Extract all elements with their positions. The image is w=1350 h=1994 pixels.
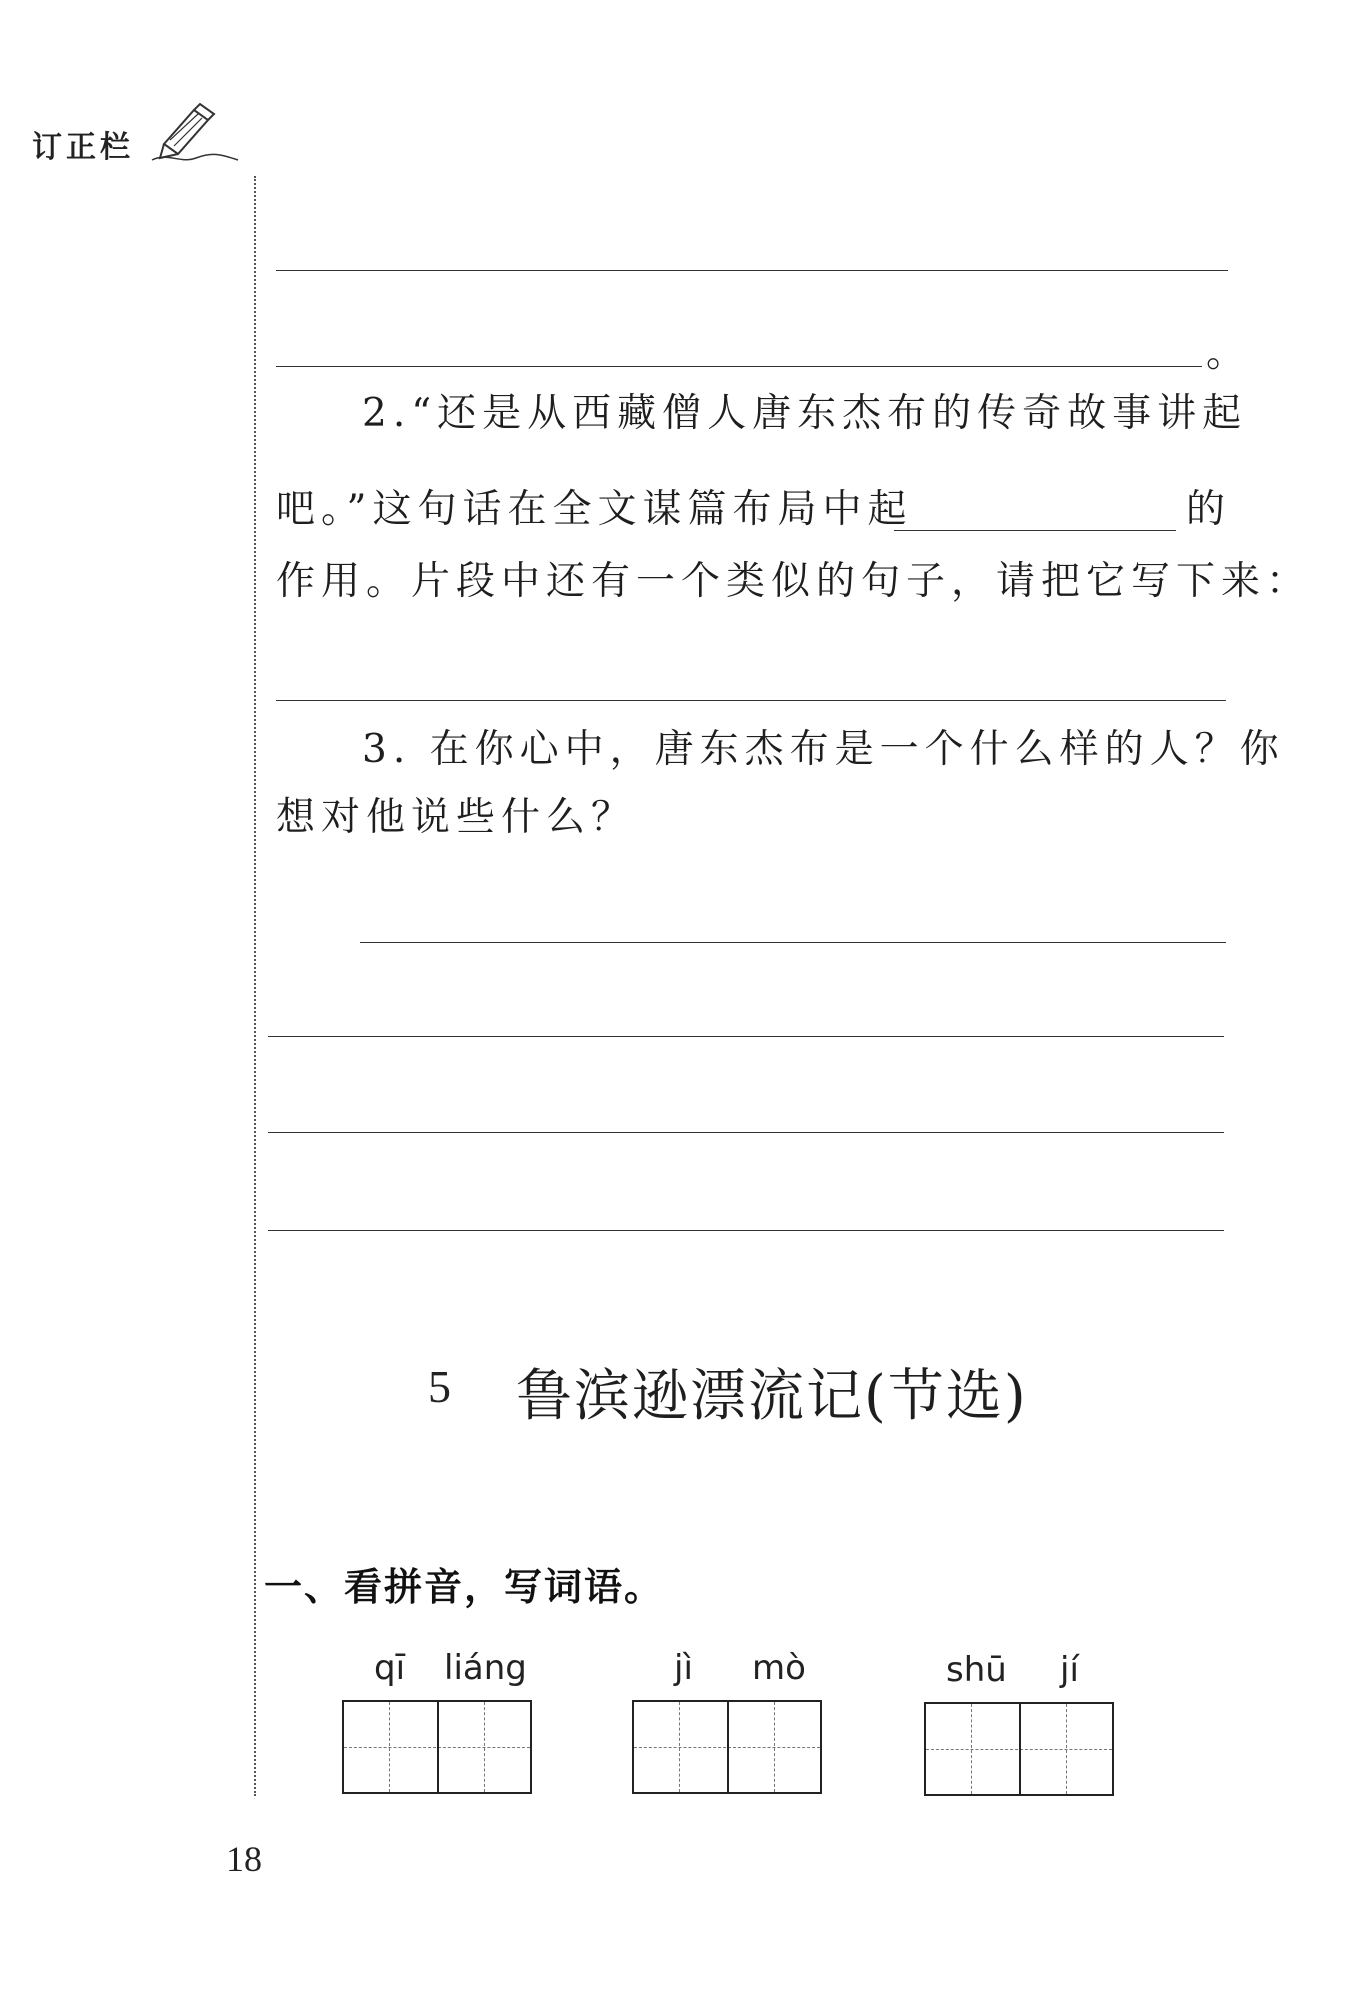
- answer-line[interactable]: [360, 942, 1226, 943]
- writing-grid[interactable]: [342, 1700, 532, 1794]
- answer-line[interactable]: [276, 700, 1226, 701]
- lesson-title: 鲁滨逊漂流记(节选): [516, 1364, 1028, 1429]
- question-2-line-2: 吧。”这句话在全文谋篇布局中起: [276, 487, 913, 532]
- question-2-line-1: 2.“还是从西藏僧人唐东杰布的传奇故事讲起: [362, 391, 1248, 436]
- question-2-line-3: 作用。片段中还有一个类似的句子，请把它写下来：: [276, 559, 1312, 604]
- pinyin-syllable: liáng: [444, 1648, 527, 1688]
- page-number: 18: [226, 1839, 262, 1879]
- correction-column-label: 订正栏: [32, 130, 134, 165]
- exercise-title: 一、看拼音，写词语。: [264, 1565, 665, 1609]
- answer-line[interactable]: [268, 1230, 1224, 1231]
- fill-in-blank[interactable]: [894, 530, 1176, 531]
- pinyin-syllable: shū: [946, 1650, 1007, 1690]
- writing-grid[interactable]: [632, 1700, 822, 1794]
- question-3-line-2: 想对他说些什么？: [276, 795, 637, 840]
- lesson-number: 5: [428, 1361, 451, 1412]
- answer-end-mark: 。: [1206, 331, 1252, 376]
- answer-line[interactable]: [276, 366, 1202, 367]
- question-3-line-1: 3. 在你心中，唐东杰布是一个什么样的人？你: [362, 727, 1285, 772]
- pencil-icon: [150, 100, 240, 164]
- answer-line[interactable]: [268, 1036, 1224, 1037]
- question-2-line-2-end: 的: [1186, 487, 1232, 532]
- answer-line[interactable]: [268, 1132, 1224, 1133]
- pinyin-syllable: jì: [674, 1648, 693, 1688]
- answer-line[interactable]: [276, 270, 1228, 271]
- writing-grid[interactable]: [924, 1702, 1114, 1796]
- pinyin-syllable: jí: [1060, 1650, 1079, 1690]
- pinyin-syllable: mò: [752, 1648, 806, 1688]
- margin-divider: [254, 176, 256, 1796]
- pinyin-syllable: qī: [374, 1648, 406, 1688]
